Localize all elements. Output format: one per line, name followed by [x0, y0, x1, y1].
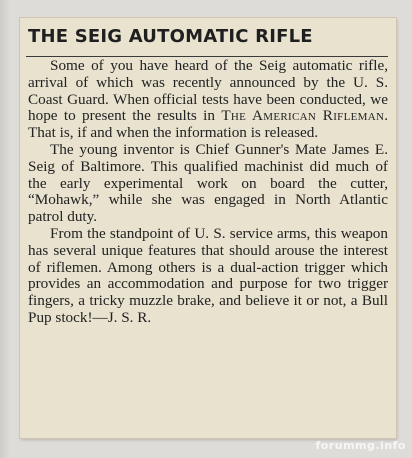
paragraph-1-text-b: . That is, if and when the information is released. — [28, 107, 388, 142]
article-body — [28, 58, 388, 327]
paragraph-3: From the standpoint of U. S. service arms, this weapon has several unique features that should arouse the interest of riflemen. Among others is a dual-action trigger which provides an accommodation and purpose for two trigger fingers, a tricky muzzle brake, and believe it or not, a Bull Pup stock!—J. S. R. — [28, 224, 388, 326]
newspaper-clipping — [20, 18, 396, 438]
paragraph-1 — [28, 58, 388, 142]
article-headline: THE SEIG AUTOMATIC RIFLE — [28, 26, 313, 47]
watermark-text: forummg.info — [315, 439, 406, 452]
paragraph-1-text-a: Some of you have heard of the Seig automatic rifle, arrival of which was recently announced by the U. S. Coast Guard. When official tests have been conducted, we hope to present the results in — [28, 57, 388, 125]
publication-name: The American Rifleman — [221, 107, 385, 125]
paragraph-2: The young inventor is Chief Gunner's Mate James E. Seig of Baltimore. This qualified machinist did much of the early experimental work on board the cutter, “Mohawk,” while she was engaged in North Atlantic patrol duty. — [28, 140, 388, 226]
